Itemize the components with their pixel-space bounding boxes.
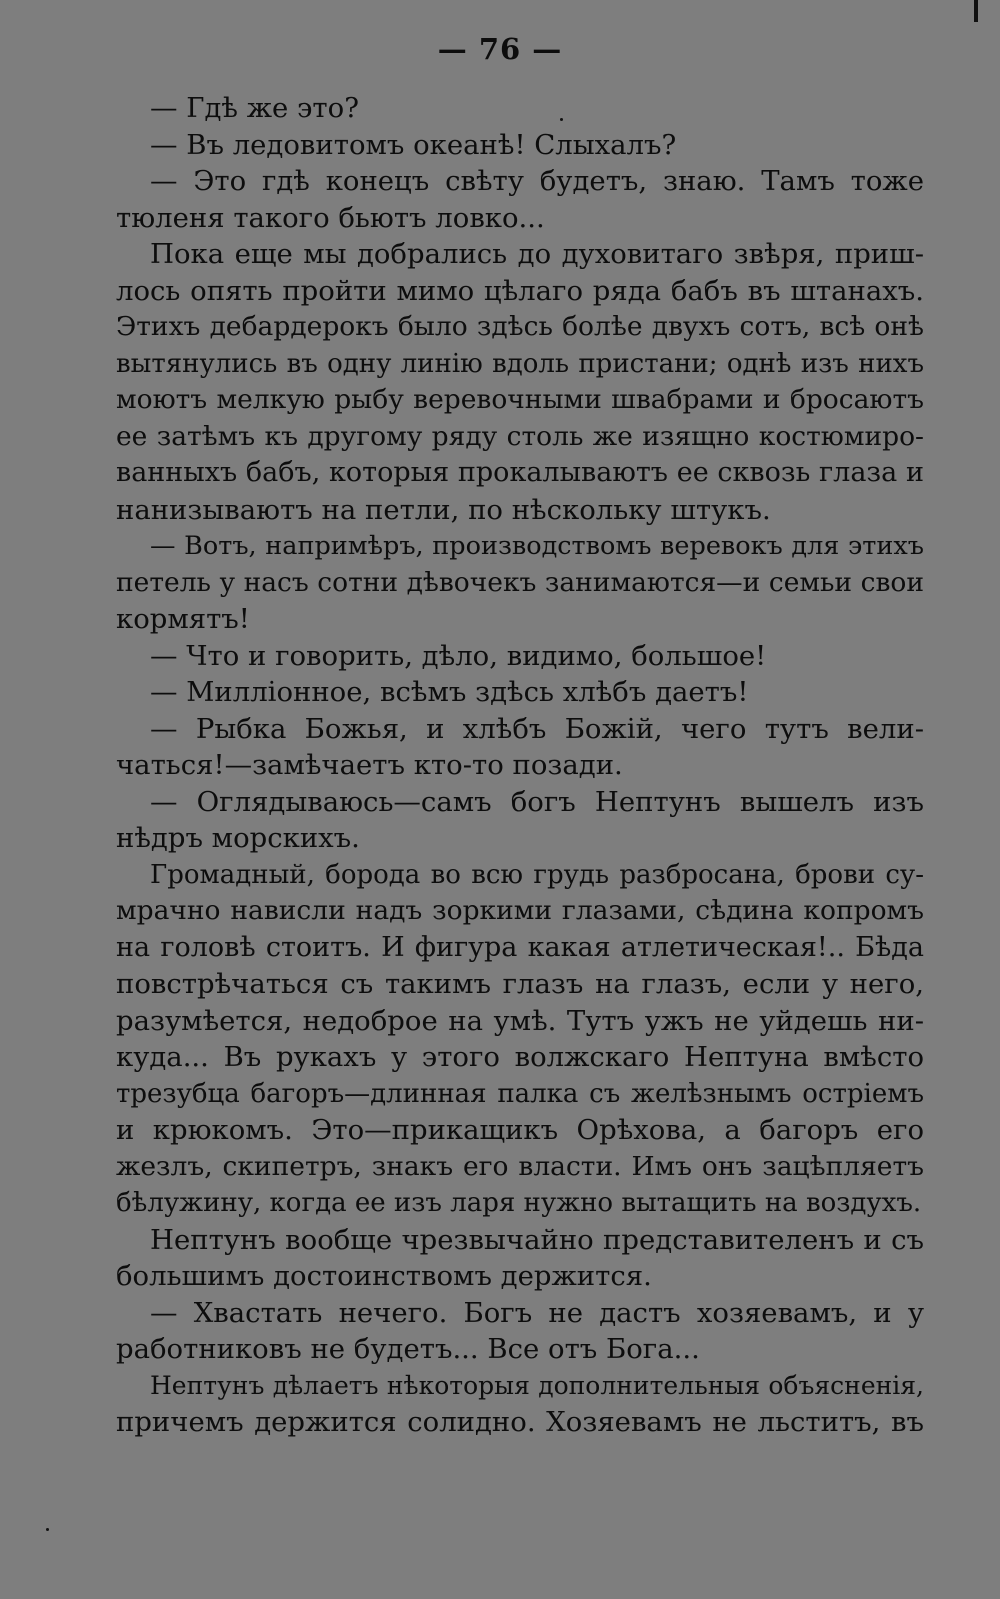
text-line: лось опять пройти мимо цѣлаго ряда бабъ въ штанахъ. — [116, 274, 924, 307]
text-line: Нептунъ дѣлаетъ нѣкоторыя дополнительныя объясненія, — [150, 1370, 924, 1400]
text-line: и крюкомъ. Это—прикащикъ Орѣхова, а багоръ его — [116, 1114, 924, 1146]
text-line: Этихъ дебардерокъ было здѣсь болѣе двухъ сотъ, всѣ онѣ — [116, 311, 924, 342]
print-speck — [46, 1528, 49, 1531]
text-line: Громадный, борода во всю грудь разбросана, брови су- — [150, 859, 924, 890]
text-line: повстрѣчаться съ такимъ глазъ на глазъ, если у него, — [116, 968, 924, 1000]
text-line: моютъ мелкую рыбу веревочными швабрами и бросаютъ — [116, 384, 924, 415]
text-line: куда... Въ рукахъ у этого волжскаго Нептуна вмѣсто — [116, 1041, 924, 1073]
text-line: нѣдръ морскихъ. — [116, 822, 360, 854]
text-line: ее затѣмъ къ другому ряду столь же изящно костюмиро- — [116, 420, 924, 452]
text-line: бѣлужину, когда ее изъ ларя нужно вытащить на воздухъ. — [116, 1188, 922, 1218]
text-line: жезлъ, скипетръ, знакъ его власти. Имъ онъ зацѣпляетъ — [116, 1150, 924, 1182]
text-line: — Вотъ, напримѣръ, производствомъ веревокъ для этихъ — [150, 531, 924, 561]
text-line: кормятъ! — [116, 603, 250, 635]
page-edge-mark — [974, 0, 978, 22]
text-line: трезубца багоръ—длинная палка съ желѣзнымъ остріемъ — [116, 1078, 924, 1109]
print-speck — [560, 118, 563, 121]
text-line: — Милліонное, всѣмъ здѣсь хлѣбъ даетъ! — [150, 676, 749, 708]
text-line: ванныхъ бабъ, которыя прокалываютъ ее сквозь глаза и — [116, 457, 924, 488]
text-line: нанизываютъ на петли, по нѣскольку штукъ. — [116, 493, 771, 526]
text-line: — Это гдѣ конецъ свѣту будетъ, знаю. Тамъ тоже — [150, 165, 924, 197]
text-line: — Хвастать нечего. Богъ не дастъ хозяевамъ, и у — [150, 1296, 924, 1329]
text-line: петель у насъ сотни дѣвочекъ занимаются—и семьи свои — [116, 566, 924, 598]
text-line: — Рыбка Божья, и хлѣбъ Божій, чего тутъ вели- — [150, 712, 924, 745]
page-body-text — [116, 90, 924, 1441]
text-line: тюленя такого бьютъ ловко... — [116, 201, 545, 234]
text-line: Нептунъ вообще чрезвычайно представителенъ и съ — [150, 1223, 924, 1256]
text-line: работниковъ не будетъ... Все отъ Бога... — [116, 1333, 700, 1365]
page-number: — 76 — — [437, 32, 563, 66]
text-line: — Что и говорить, дѣло, видимо, большое! — [150, 639, 767, 672]
text-line: разумѣется, недоброе на умѣ. Тутъ ужъ не уйдешь ни- — [116, 1004, 924, 1037]
text-line: мрачно нависли надъ зоркими глазами, сѣдина копромъ — [116, 895, 924, 926]
text-line: — Гдѣ же это? — [150, 92, 359, 124]
text-line: на головѣ стоитъ. И фигура какая атлетическая!.. Бѣда — [116, 931, 924, 963]
text-line: большимъ достоинствомъ держится. — [116, 1260, 652, 1292]
text-line: причемъ держится солидно. Хозяевамъ не льститъ, въ — [116, 1406, 924, 1438]
text-line: вытянулись въ одну линію вдоль пристани; однѣ изъ нихъ — [116, 348, 924, 379]
text-line: — Въ ледовитомъ океанѣ! Слыхалъ? — [150, 128, 677, 161]
text-line: чаться!—замѣчаетъ кто-то позади. — [116, 749, 623, 781]
text-line: Пока еще мы добрались до духовитаго звѣря, приш- — [150, 238, 924, 270]
text-line: — Оглядываюсь—самъ богъ Нептунъ вышелъ изъ — [150, 785, 924, 818]
